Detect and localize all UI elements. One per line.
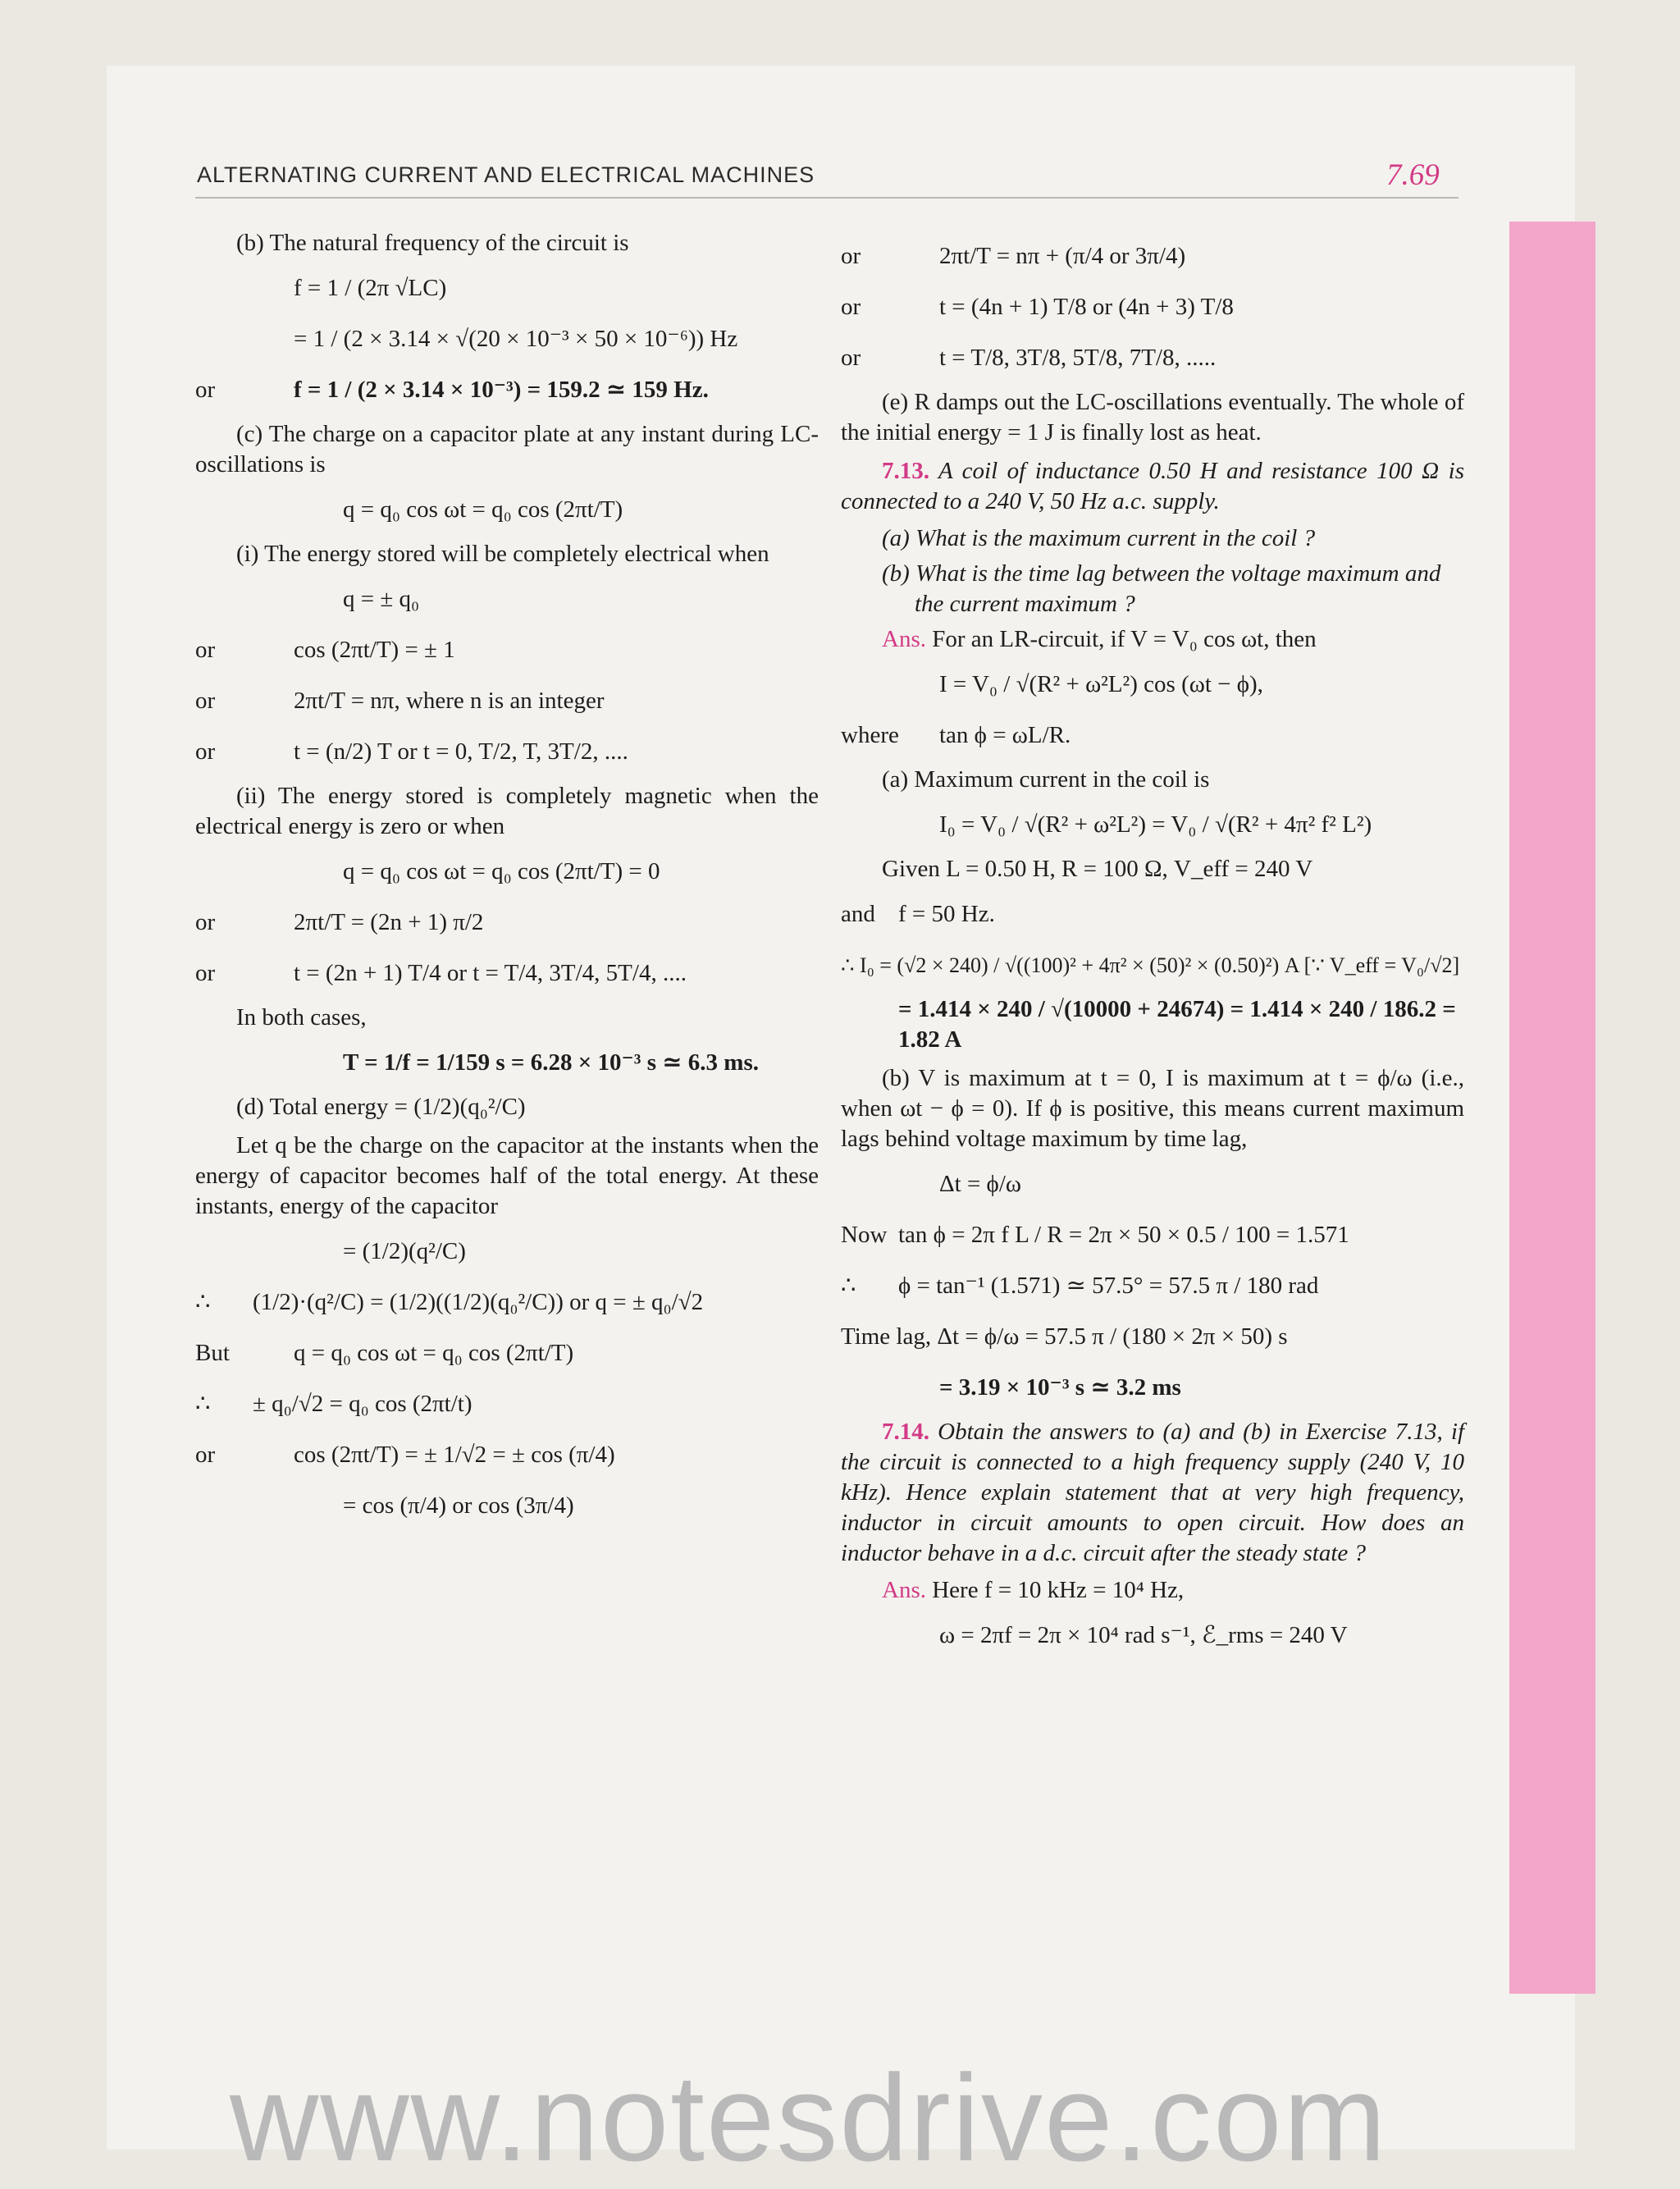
equation: = 1.414 × 240 / √(10000 + 24674) = 1.414 × 240 / 186.2 = 1.82 A: [898, 996, 1456, 1053]
chapter-header: ALTERNATING CURRENT AND ELECTRICAL MACHINES: [197, 162, 815, 187]
equation: Time lag, Δt = ϕ/ω = 57.5 π / (180 × 2π × 50) s: [841, 1323, 1288, 1350]
equation: ω = 2πf = 2π × 10⁴ rad s⁻¹, ℰ_rms = 240 V: [939, 1621, 1348, 1648]
equation: or 2πt/T = nπ, where n is an integer: [195, 687, 605, 714]
exercise-7-13-a: (a) What is the maximum current in the coil ?: [882, 525, 1316, 551]
right-column: [841, 228, 1464, 1665]
equation: = cos (π/4) or cos (3π/4): [343, 1492, 574, 1519]
part-ci-intro: (i) The energy stored will be completely electrical when: [236, 541, 769, 567]
equation: T = 1/f = 1/159 s = 6.28 × 10⁻³ s ≃ 6.3 ms.: [343, 1049, 760, 1076]
exercise-7-14: 7.14. Obtain the answers to (a) and (b) in Exercise 7.13, if the circuit is connected to a high frequency supply (240 V, 10 kHz). Hence explain statement that at very high frequency, inductor in circuit amounts to open circuit. How does an inductor behave in a d.c. circuit after the steady state ?: [841, 1419, 1465, 1566]
answer-7-13-intro: Ans. For an LR-circuit, if V = V₀ cos ωt, then: [882, 626, 1317, 652]
part-c-intro: (c) The charge on a capacitor plate at any instant during LC-oscillations is: [195, 421, 819, 478]
equation: Δt = ϕ/ω: [939, 1170, 1021, 1197]
exercise-7-13-b: (b) What is the time lag between the voltage maximum and the current maximum ?: [882, 560, 1441, 617]
equation: or 2πt/T = (2n + 1) π/2: [195, 908, 484, 935]
header-rule: [195, 197, 1459, 199]
equation: Now tan ϕ = 2π f L / R = 2π × 50 × 0.5 / 100 = 1.571: [841, 1221, 1349, 1248]
part-d-intro: (d) Total energy = (1/2)(q₀²/C): [236, 1094, 526, 1120]
equation: ∴ I₀ = (√2 × 240) / √((100)² + 4π² × (50)² × (0.50)²) A [∵ V_eff = V₀/√2]: [841, 953, 1460, 977]
page-number: 7.69: [1386, 158, 1440, 192]
equation: or 2πt/T = nπ + (π/4 or 3π/4): [841, 242, 1186, 269]
exercise-7-13: 7.13. A coil of inductance 0.50 H and resistance 100 Ω is connected to a 240 V, 50 Hz a.c. supply.: [841, 458, 1464, 514]
equation: = 3.19 × 10⁻³ s ≃ 3.2 ms: [939, 1373, 1181, 1401]
given-values: Given L = 0.50 H, R = 100 Ω, V_eff = 240 V: [882, 856, 1313, 882]
equation: and f = 50 Hz.: [841, 900, 995, 927]
equation: I = V₀ / √(R² + ω²L²) cos (ωt − ϕ),: [939, 670, 1263, 697]
equation: q = q₀ cos ωt = q₀ cos (2πt/T) = 0: [343, 857, 660, 884]
part-cii-intro: (ii) The energy stored is completely magnetic when the electrical energy is zero or when: [195, 783, 819, 839]
watermark-text: www.notesdrive.com: [230, 2049, 1388, 2187]
left-column: [195, 228, 819, 1535]
part-b-text: (b) V is maximum at t = 0, I is maximum at t = ϕ/ω (i.e., when ωt − ϕ = 0). If ϕ is positive, this means current maximum lags behind voltage maximum by time lag,: [841, 1065, 1464, 1152]
part-a-text: (a) Maximum current in the coil is: [882, 766, 1210, 793]
equation: ∴ ± q₀/√2 = q₀ cos (2πt/t): [195, 1390, 472, 1417]
equation: q = ± q₀: [343, 585, 420, 612]
equation: ∴ ϕ = tan⁻¹ (1.571) ≃ 57.5° = 57.5 π / 180 rad: [841, 1272, 1319, 1299]
equation: or cos (2πt/T) = ± 1: [195, 636, 455, 663]
equation: q = q₀ cos ωt = q₀ cos (2πt/T): [343, 496, 623, 523]
equation: or t = (n/2) T or t = 0, T/2, T, 3T/2, ....: [195, 738, 628, 765]
equation: I₀ = V₀ / √(R² + ω²L²) = V₀ / √(R² + 4π² f² L²): [939, 811, 1372, 838]
equation: = (1/2)(q²/C): [343, 1237, 466, 1264]
answer-7-14: Ans. Here f = 10 kHz = 10⁴ Hz,: [882, 1577, 1185, 1603]
part-d-text: Let q be the charge on the capacitor at the instants when the energy of capacitor becomes half of the total energy. At these instants, energy of the capacitor: [195, 1132, 819, 1219]
margin-color-bar: [1509, 222, 1596, 1994]
equation: or t = T/8, 3T/8, 5T/8, 7T/8, .....: [841, 344, 1217, 371]
both-cases-text: In both cases,: [236, 1004, 367, 1031]
equation: or t = (4n + 1) T/8 or (4n + 3) T/8: [841, 293, 1234, 320]
equation: or cos (2πt/T) = ± 1/√2 = ± cos (π/4): [195, 1441, 615, 1468]
equation: But q = q₀ cos ωt = q₀ cos (2πt/T): [195, 1339, 574, 1366]
equation: f = 1 / (2π √LC): [294, 274, 447, 301]
equation: = 1 / (2 × 3.14 × √(20 × 10⁻³ × 50 × 10⁻⁶)) Hz: [294, 325, 738, 352]
equation: or f = 1 / (2 × 3.14 × 10⁻³) = 159.2 ≃ 159 Hz.: [195, 376, 709, 403]
equation: ∴ (1/2)·(q²/C) = (1/2)((1/2)(q₀²/C)) or q = ± q₀/√2: [195, 1288, 704, 1315]
equation: where tan ϕ = ωL/R.: [841, 721, 1071, 748]
part-b-intro: (b) The natural frequency of the circuit is: [236, 230, 629, 256]
part-e-text: (e) R damps out the LC-oscillations eventually. The whole of the initial energy = 1 J is finally lost as heat.: [841, 389, 1464, 446]
equation: or t = (2n + 1) T/4 or t = T/4, 3T/4, 5T/4, ....: [195, 959, 687, 986]
